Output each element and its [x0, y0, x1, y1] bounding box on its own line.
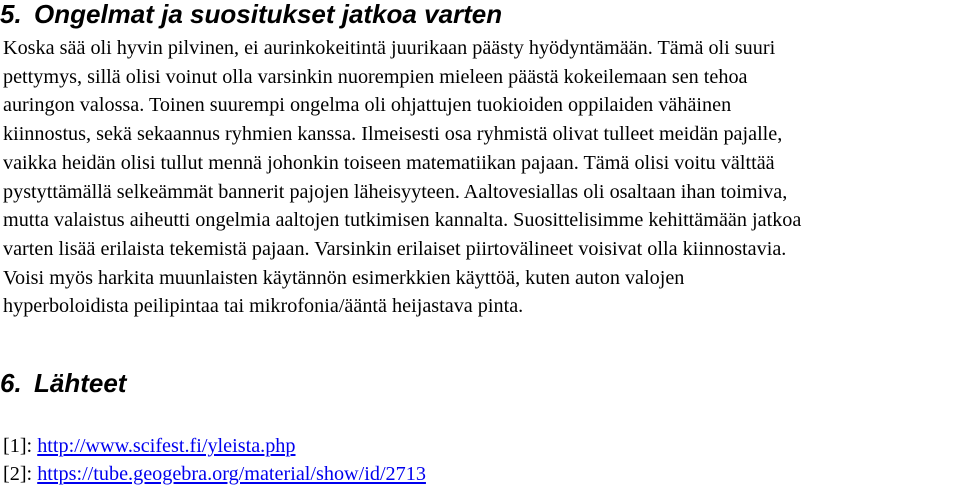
- section-heading-problems: [0, 0, 502, 28]
- reference-link[interactable]: http://www.scifest.fi/yleista.php: [37, 435, 296, 457]
- paragraph-line: Koska sää oli hyvin pilvinen, ei aurinkokeitintä juurikaan päästy hyödyntämään. Tämä oli suuri: [3, 37, 776, 59]
- section-title: Lähteet: [34, 368, 127, 398]
- reference-item: [3, 432, 426, 460]
- section-number: 5.: [0, 0, 22, 29]
- reference-list: [3, 432, 426, 488]
- reference-link[interactable]: https://tube.geogebra.org/material/show/id/2713: [37, 463, 426, 485]
- paragraph-line: kiinnostus, sekä sekaannus ryhmien kanssa. Ilmeisesti osa ryhmistä olivat tulleet meidän pajalle,: [3, 123, 783, 146]
- reference-label: [2]:: [3, 463, 38, 485]
- section-number: 6.: [0, 368, 22, 398]
- paragraph-line: vaikka heidän olisi tullut mennä johonkin toiseen matematiikan pajaan. Tämä olisi voitu välttää: [3, 151, 775, 174]
- paragraph-line: auringon valossa. Toinen suurempi ongelma oli ohjattujen tuokioiden oppilaiden vähäinen: [3, 94, 732, 117]
- section-paragraph: [3, 34, 959, 321]
- paragraph-line: varten lisää erilaista tekemistä pajaan. Varsinkin erilaiset piirtovälineet voisivat olla kiinnostavia.: [3, 237, 787, 260]
- paragraph-line: pystyttämällä selkeämmät bannerit pajojen läheisyyteen. Aaltovesiallas oli osaltaan ihan toimiva,: [3, 180, 788, 203]
- paragraph-line: Voisi myös harkita muunlaisten käytännön esimerkkien käyttöä, kuten auton valojen: [3, 266, 685, 289]
- paragraph-line: mutta valaistus aiheutti ongelmia aaltojen tutkimisen kannalta. Suosittelisimme kehittämään jatkoa: [3, 209, 802, 232]
- section-title: Ongelmat ja suositukset jatkoa varten: [34, 0, 503, 29]
- section-heading-sources: [0, 369, 126, 397]
- reference-label: [1]:: [3, 435, 38, 457]
- paragraph-line: hyperboloidista peilipintaa tai mikrofonia/ääntä heijastava pinta.: [3, 295, 524, 318]
- paragraph-line: pettymys, sillä olisi voinut olla varsinkin nuorempien mieleen päästä kokeilemaan sen tehoa: [3, 65, 748, 88]
- reference-item: [3, 460, 426, 488]
